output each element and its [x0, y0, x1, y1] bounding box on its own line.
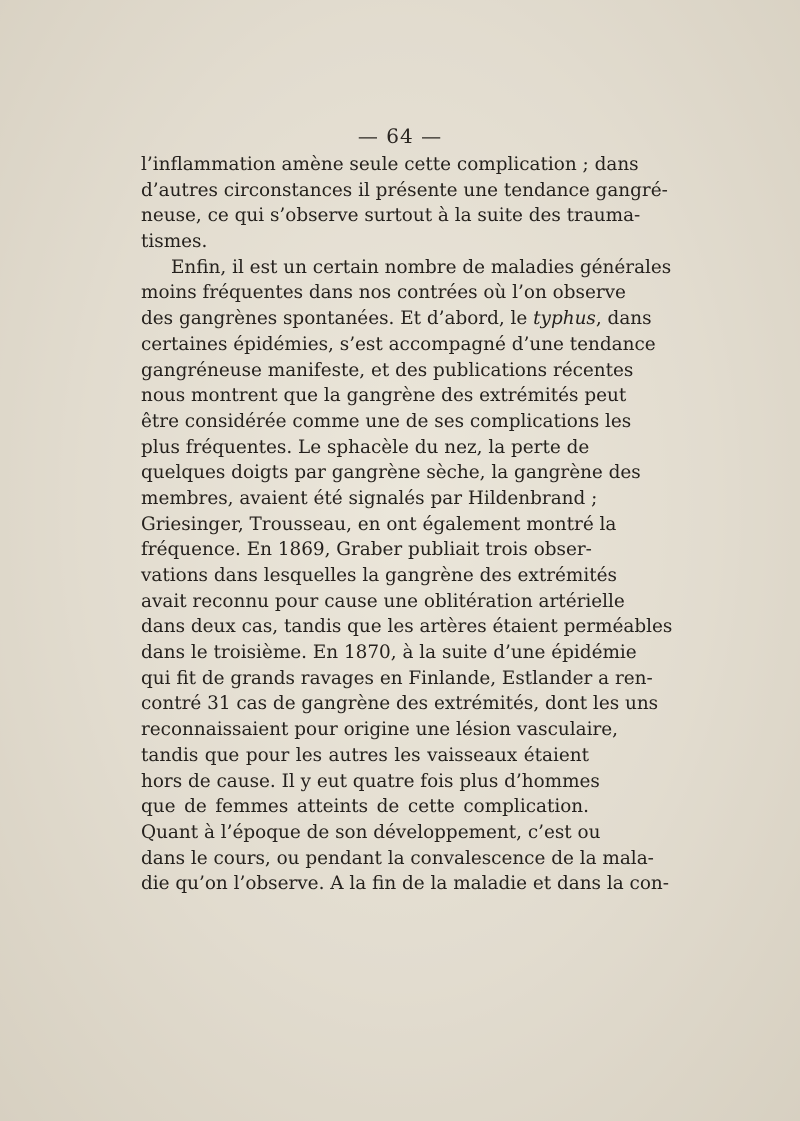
text-line: fréquence. En 1869, Graber publiait trois obser- [141, 539, 592, 561]
text-line: plus fréquentes. Le sphacèle du nez, la perte de [141, 436, 590, 458]
text-line: Griesinger, Trousseau, en ont également montré la [141, 513, 617, 535]
text-line: die qu’on l’observe. A la fin de la maladie et dans la con- [141, 873, 669, 895]
text-line: qui fit de grands ravages en Finlande, Estlander a ren- [141, 667, 653, 689]
text-line: certaines épidémies, s’est accompagné d’une tendance [141, 333, 656, 355]
text-line: être considérée comme une de ses complications les [141, 410, 632, 432]
body-text [141, 152, 673, 897]
text-line: tandis que pour les autres les vaisseaux étaient [141, 744, 589, 766]
text-line: quelques doigts par gangrène sèche, la gangrène des [141, 462, 641, 484]
text-line: tismes. [141, 231, 208, 253]
text-line: Quant à l’époque de son développement, c’est ou [141, 821, 601, 843]
text-line: neuse, ce qui s’observe surtout à la suite des trauma- [141, 205, 641, 227]
text-line: vations dans lesquelles la gangrène des extrémités [141, 565, 617, 586]
text-line: Enfin, il est un certain nombre de maladies générales [171, 256, 672, 278]
text-line: des gangrènes spontanées. Et d’abord, le typhus, dans [141, 308, 652, 330]
text-line: d’autres circonstances il présente une tendance gangré- [141, 179, 668, 201]
italic-term: typhus [533, 308, 596, 330]
text-line: que de femmes atteints de cette complication. [141, 796, 589, 818]
text-line: l’inflammation amène seule cette complication ; dans [141, 154, 639, 175]
text-line: avait reconnu pour cause une oblitération artérielle [141, 590, 625, 612]
text-line: dans le troisième. En 1870, à la suite d’une épidémie [141, 642, 637, 664]
page-number: — 64 — [357, 124, 443, 148]
text-line: moins fréquentes dans nos contrées où l’on observe [141, 282, 626, 304]
text-line: nous montrent que la gangrène des extrémités peut [141, 385, 627, 407]
text-line: gangréneuse manifeste, et des publications récentes [141, 359, 634, 381]
text-line: reconnaissaient pour origine une lésion vasculaire, [141, 719, 619, 741]
text-line: dans le cours, ou pendant la convalescence de la mala- [141, 847, 654, 869]
text-line: membres, avaient été signalés par Hildenbrand ; [141, 487, 598, 509]
text-line: hors de cause. Il y eut quatre fois plus d’hommes [141, 770, 600, 792]
text-line: contré 31 cas de gangrène des extrémités, dont les uns [141, 693, 659, 715]
text-line: dans deux cas, tandis que les artères étaient perméables [141, 616, 673, 638]
